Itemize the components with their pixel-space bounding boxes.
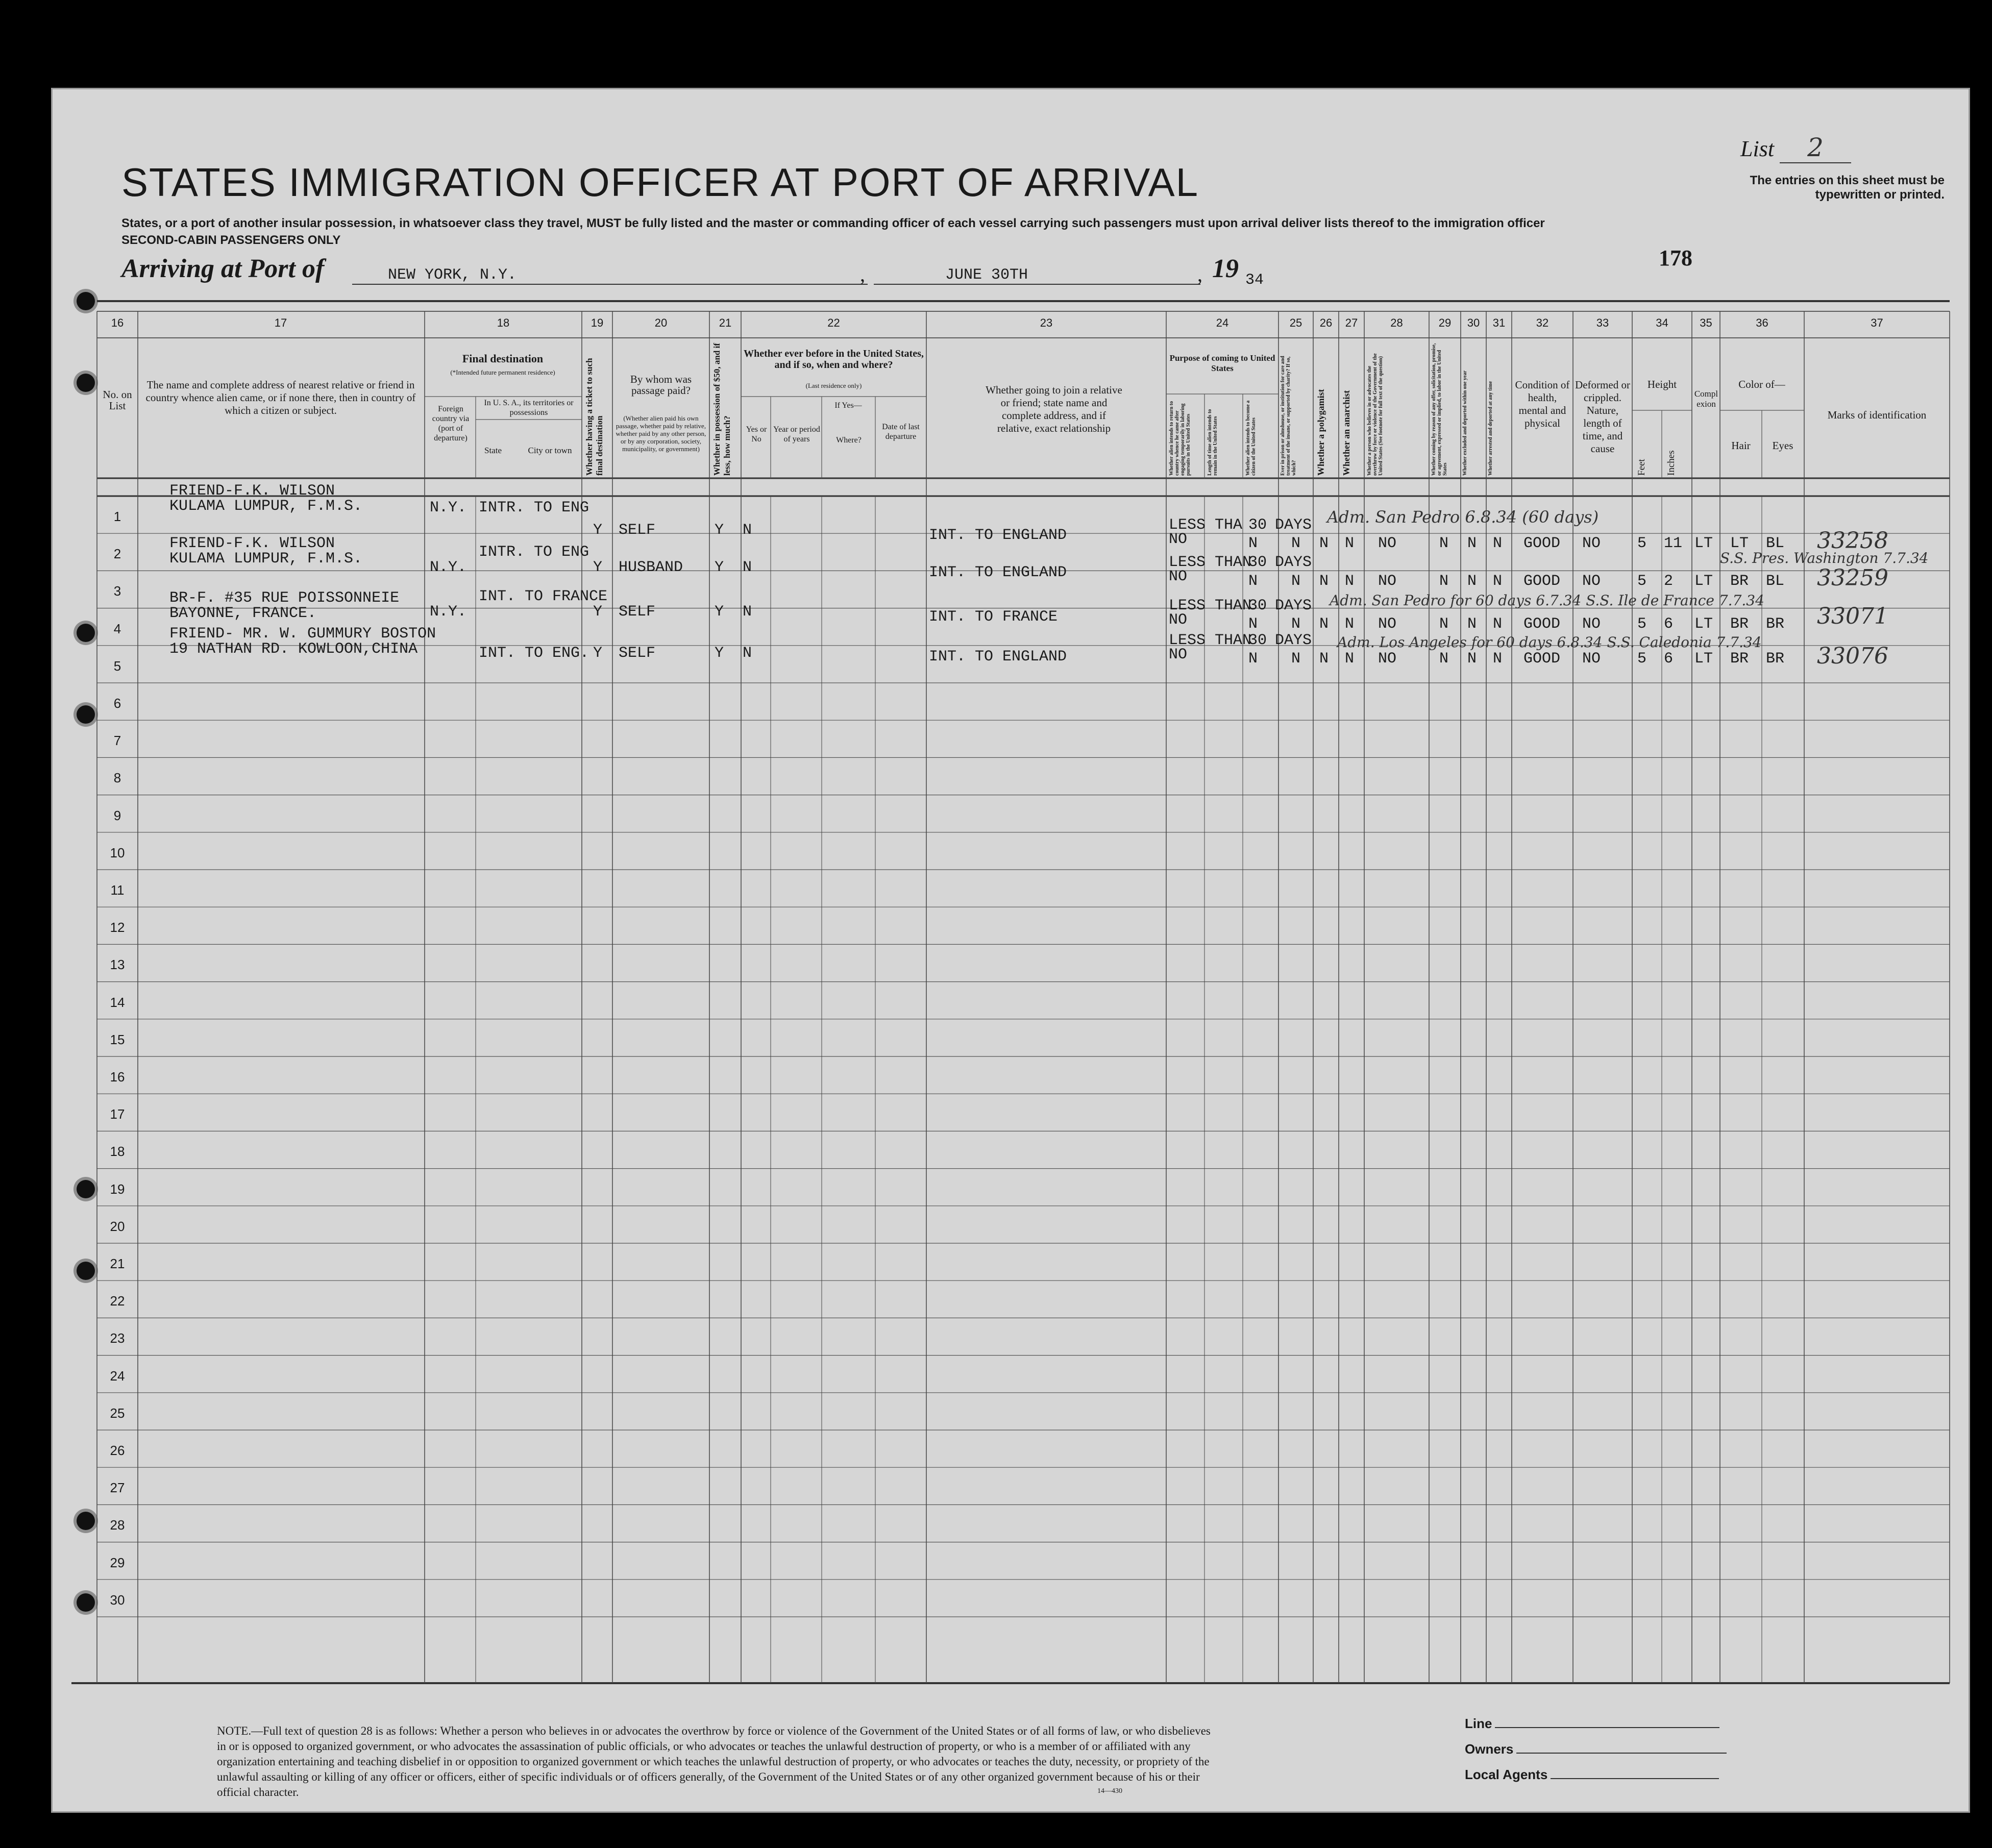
row-number: 9: [113, 807, 121, 823]
row1-hair: LT: [1730, 535, 1749, 552]
row-number: 13: [110, 957, 125, 973]
row4-c29: N: [1439, 650, 1449, 668]
row1-destination: INTR. TO ENG: [479, 499, 589, 516]
row-number: 18: [110, 1144, 125, 1160]
row1-complexion: LT: [1694, 535, 1713, 552]
row2-p3: DAYS: [1275, 554, 1312, 571]
row1-c29: N: [1439, 535, 1449, 552]
row4-p2b: N: [1248, 650, 1258, 668]
row2-feet: 5: [1637, 573, 1647, 590]
row4-hair: BR: [1730, 650, 1749, 668]
row1-relative-line2: KULAMA LUMPUR, F.M.S.: [169, 498, 363, 515]
row3-eyes: BR: [1766, 615, 1785, 633]
col-num-26: 26: [1319, 316, 1333, 329]
arriving-port: NEW YORK, N.Y.: [352, 266, 868, 285]
row4-eyes: BR: [1766, 650, 1785, 668]
row1-p2: 30: [1248, 516, 1267, 534]
year-prefix: 19: [1212, 254, 1239, 283]
row-number: 15: [110, 1031, 125, 1047]
row4-c28: NO: [1378, 650, 1397, 668]
col-num-29: 29: [1438, 316, 1452, 329]
row3-p3b: N: [1291, 615, 1301, 633]
row3-relative-line1: BR-F. #35 RUE POISSONNEIE: [169, 589, 400, 607]
row1-p2b: N: [1248, 535, 1258, 552]
header-passage-paid: By whom was passage paid?: [630, 373, 692, 397]
header-nearest-relative: The name and complete address of nearest relative or friend in country whence alien came, or if none there, then in country of which a citizen or subject.: [145, 379, 416, 416]
row-number: 2: [113, 546, 121, 562]
col-num-25: 25: [1289, 316, 1302, 329]
row1-c27: N: [1345, 535, 1355, 552]
row3-p2: 30: [1248, 597, 1267, 614]
header-in-usa: In U. S. A., its territories or possessions: [484, 399, 574, 417]
row4-p3: DAYS: [1275, 632, 1312, 649]
row2-hair: BR: [1730, 573, 1749, 590]
row3-feet: 5: [1637, 615, 1647, 633]
year-suffix: 34: [1245, 272, 1264, 289]
row1-deformed: NO: [1582, 535, 1601, 552]
row4-deformed: NO: [1582, 650, 1601, 668]
row4-p2: 30: [1248, 632, 1267, 649]
arriving-label: Arriving at Port of: [121, 254, 325, 283]
row1-c30: N: [1467, 535, 1477, 552]
header-year-period: Year or period of years: [773, 425, 820, 443]
row-number: 3: [113, 583, 121, 599]
col-num-21: 21: [719, 316, 732, 329]
row-number: 30: [110, 1592, 125, 1608]
row4-c27: N: [1345, 650, 1355, 668]
header-purpose: Purpose of coming to United States: [1169, 353, 1275, 373]
row4-health: GOOD: [1523, 650, 1561, 668]
row1-p1b: NO: [1169, 531, 1188, 548]
row3-ever: N: [743, 603, 752, 621]
row3-paid: SELF: [619, 603, 656, 621]
row1-relative-line1: FRIEND-F.K. WILSON: [169, 482, 335, 500]
row-number: 22: [110, 1293, 125, 1309]
row3-deformed: NO: [1582, 615, 1601, 633]
row-number: 7: [113, 733, 121, 749]
row-number: 25: [110, 1405, 125, 1421]
row1-ever: N: [743, 522, 752, 539]
header-purpose-b: Length of time alien intends to remain in the United States: [1207, 409, 1218, 476]
row1-inches: 11: [1664, 535, 1683, 552]
footer-agents-label: Local Agents: [1465, 1767, 1719, 1783]
row2-c31: N: [1493, 573, 1503, 590]
col-num-33: 33: [1596, 316, 1609, 329]
header-foreign-country: Foreign country via (port of departure): [432, 405, 470, 442]
row-number: 28: [110, 1517, 125, 1533]
col-num-18: 18: [497, 316, 510, 329]
row4-inches: 6: [1664, 650, 1674, 668]
header-yes-no: Yes or No: [746, 425, 767, 443]
row1-p3b: N: [1291, 535, 1301, 552]
row2-paid: HUSBAND: [619, 559, 683, 576]
row1-p3: DAYS: [1275, 516, 1312, 534]
footer-note: NOTE.—Full text of question 28 is as follows: Whether a person who believes in or advocates the overthrow by force or violence of the Government of the United States or of all forms of law, or who disbelieves in or is opposed to organized government, or who advocates the assassination of public officials, or who advocates or teaches the unlawful destruction of property, or who is a member of or affiliated with any organization entertaining and teaching disbelief in or opposition to organized government or which teaches the unlawful destruction of property, or who advocates or teaches the duty, necessity, or propriety of the unlawful assaulting or killing of any officer or officers, either of specific individuals or of officers generally, of the Government of the United States or of any other organized government because of his or their official character.: [217, 1724, 1211, 1798]
row2-relative-line1: FRIEND-F.K. WILSON: [169, 535, 335, 552]
row-number: 10: [110, 845, 125, 860]
table-grid: [51, 88, 1970, 1813]
row2-inches: 2: [1664, 573, 1674, 590]
header-possession-50: Whether in possession of $50, and if less, how much?: [712, 343, 732, 476]
header-height: Height: [1647, 378, 1677, 390]
comma: ,: [860, 263, 865, 286]
row2-c29: N: [1439, 573, 1449, 590]
row2-p2: 30: [1248, 554, 1267, 571]
header-ticket: Whether having a ticket to such final destination: [584, 358, 604, 476]
row2-p50: Y: [715, 559, 724, 576]
col-num-19: 19: [591, 316, 604, 329]
row1-eyes: BL: [1766, 535, 1785, 552]
col-num-20: 20: [654, 316, 668, 329]
row4-paid: SELF: [619, 645, 656, 662]
row2-join: INT. TO ENGLAND: [929, 564, 1067, 581]
row4-p3b: N: [1291, 650, 1301, 668]
row4-feet: 5: [1637, 650, 1647, 668]
row-number: 19: [110, 1181, 125, 1197]
header-ever-before: Whether ever before in the United States, and if so, when and where?: [744, 348, 924, 371]
header-polygamist: Whether a polygamist: [1316, 389, 1326, 476]
row4-marks: 33076: [1817, 643, 1888, 669]
col-num-22: 22: [827, 316, 840, 329]
row4-p50: Y: [715, 645, 724, 662]
row1-feet: 5: [1637, 535, 1647, 552]
col-num-30: 30: [1467, 316, 1480, 329]
row-number: 23: [110, 1330, 125, 1346]
col-num-23: 23: [1040, 316, 1053, 329]
row1-marks: 33258: [1817, 528, 1888, 554]
row1-c31: N: [1493, 535, 1503, 552]
row-number: 27: [110, 1480, 125, 1496]
row-number: 11: [110, 882, 125, 898]
header-complexion: Complexion: [1694, 389, 1718, 409]
header-health: Condition of health, mental and physical: [1515, 379, 1570, 429]
header-q31: Whether arrested and deported at any time: [1488, 381, 1493, 476]
col-num-31: 31: [1492, 316, 1506, 329]
row-number: 16: [110, 1069, 125, 1085]
row-number: 20: [110, 1218, 125, 1234]
cabin-class: SECOND-CABIN PASSENGERS ONLY: [121, 233, 341, 247]
sheet-stamp: 178: [1659, 245, 1692, 270]
row2-c28: NO: [1378, 573, 1397, 590]
row-number: 14: [110, 994, 125, 1010]
row2-via: N.Y.: [430, 559, 467, 576]
row3-via: N.Y.: [430, 603, 467, 621]
row3-p3: DAYS: [1275, 597, 1312, 614]
footer-line-label: Line: [1465, 1716, 1719, 1732]
header-hair: Hair: [1731, 439, 1751, 452]
row1-handwritten-note: Adm. San Pedro 6.8.34 (60 days): [1327, 507, 1599, 527]
row2-eyes: BL: [1766, 573, 1785, 590]
row1-health: GOOD: [1523, 535, 1561, 552]
header-where: Where?: [836, 436, 862, 445]
row1-p50: Y: [715, 522, 724, 539]
row4-p1: LESS THAN: [1169, 632, 1252, 649]
subtitle: States, or a port of another insular possession, in whatsoever class they travel, MUST be fully listed and the master or commanding officer of each vessel carrying such passengers must upon arrival deliver lists thereof to the immigration officer: [121, 216, 1545, 230]
col-num-32: 32: [1536, 316, 1549, 329]
row4-ever: N: [743, 645, 752, 662]
row3-join: INT. TO FRANCE: [929, 608, 1058, 626]
header-inches: Inches: [1666, 450, 1677, 476]
row3-c26: N: [1319, 615, 1329, 633]
row-number: 6: [113, 696, 121, 711]
header-purpose-a: Whether alien intends to return to country whence he came after engaging temporarily in laboring pursuits in the United States: [1169, 401, 1191, 476]
header-q29: Whether coming by reason of any offer, solicitation, promise, or agreement, expressed or implied, to labor in the United States: [1431, 343, 1448, 476]
row2-c26: N: [1319, 573, 1329, 590]
row-number: 12: [110, 920, 125, 935]
row1-ticket: Y: [593, 522, 603, 539]
row-number: 29: [110, 1555, 125, 1570]
row1-join: INT. TO ENGLAND: [929, 527, 1067, 544]
row4-destination: INT. TO ENG.: [479, 645, 589, 662]
header-passage-note: (Whether alien paid his own passage, whether paid by relative, whether paid by any other person, or by any corporation, society, municipality, or government): [616, 414, 706, 453]
row-number: 1: [113, 509, 121, 524]
row2-marks: 33259: [1817, 565, 1888, 591]
row1-paid: SELF: [619, 522, 656, 539]
row3-p1b: NO: [1169, 611, 1188, 629]
comma: ,: [1197, 263, 1202, 286]
col-num-17: 17: [274, 316, 287, 329]
header-eyes: Eyes: [1772, 439, 1793, 452]
row1-c28: NO: [1378, 535, 1397, 552]
manifest-sheet: [51, 88, 1970, 1813]
col-num-36: 36: [1756, 316, 1768, 329]
row2-destination: INTR. TO ENG: [479, 544, 589, 561]
row4-c26: N: [1319, 650, 1329, 668]
row3-c31: N: [1493, 615, 1503, 633]
row3-c30: N: [1467, 615, 1477, 633]
header-date-departure: Date of last departure: [882, 423, 920, 441]
header-purpose-c: Whether alien intends to become a citizen of the United States: [1245, 400, 1257, 476]
row3-handwritten-note: Adm. San Pedro for 60 days 6.7.34 S.S. Ile de France 7.7.34: [1330, 592, 1764, 609]
row4-relative-line1: FRIEND- MR. W. GUMMURY BOSTON: [169, 625, 436, 643]
header-marks: Marks of identification: [1827, 409, 1927, 421]
row-number: 26: [110, 1443, 125, 1458]
row-number: 8: [113, 770, 121, 786]
row2-complexion: LT: [1694, 573, 1713, 590]
col-num-35: 35: [1700, 316, 1712, 329]
header-join-relative: Whether going to join a relative or friend; state name and complete address, and if relative, exact relationship: [986, 384, 1122, 434]
col-num-16: 16: [111, 316, 124, 329]
header-last-residence: (Last residence only): [805, 382, 862, 389]
row4-p1b: NO: [1169, 646, 1188, 663]
row2-health: GOOD: [1523, 573, 1561, 590]
row-number: 4: [113, 621, 121, 636]
row4-relative-line2: 19 NATHAN RD. KOWLOON,CHINA: [169, 640, 418, 658]
list-label: List 2: [1740, 133, 1851, 163]
col-num-34: 34: [1656, 316, 1668, 329]
row3-complexion: LT: [1694, 615, 1713, 633]
row2-p3b: N: [1291, 573, 1301, 590]
list-note: The entries on this sheet must be typewritten or printed.: [1750, 174, 1945, 202]
row3-c27: N: [1345, 615, 1355, 633]
row2-p1b: NO: [1169, 568, 1188, 585]
row3-marks: 33071: [1817, 603, 1888, 629]
row4-c30: N: [1467, 650, 1477, 668]
row2-relative-line2: KULAMA LUMPUR, F.M.S.: [169, 550, 363, 568]
arriving-date: JUNE 30TH: [874, 266, 1200, 285]
row3-c28: NO: [1378, 615, 1397, 633]
header-final-destination-sub: (*Intended future permanent residence): [450, 368, 555, 376]
row2-ticket: Y: [593, 559, 603, 576]
row3-p1: LESS THAN: [1169, 597, 1252, 614]
header-q28: Whether a person who believes in or advocates the overthrow by force or violence of the Government of the United States (See footnote for full text of the question): [1367, 353, 1384, 476]
row3-ticket: Y: [593, 603, 603, 621]
row2-c30: N: [1467, 573, 1477, 590]
row2-ever: N: [743, 559, 752, 576]
row-number: 21: [110, 1256, 125, 1271]
row2-c27: N: [1345, 573, 1355, 590]
header-prison: Ever in prison or almshouse, or institution for care and treatment of the insane, or supported by charity? If so, which?: [1280, 356, 1297, 476]
col-num-24: 24: [1216, 316, 1229, 329]
row3-hair: BR: [1730, 615, 1749, 633]
row2-p2b: N: [1248, 573, 1258, 590]
header-q30: Whether excluded and deported within one year: [1462, 371, 1468, 476]
page-title: STATES IMMIGRATION OFFICER AT PORT OF ARRIVAL: [121, 160, 1199, 205]
header-deformed: Deformed or crippled. Nature, length of time, and cause: [1575, 379, 1630, 455]
col-num-28: 28: [1390, 316, 1403, 329]
row4-handwritten-note: Adm. Los Angeles for 60 days 6.8.34 S.S. Caledonia 7.7.34: [1337, 634, 1762, 651]
header-no-on-list: No. on List: [103, 388, 132, 412]
header-feet: Feet: [1636, 459, 1647, 476]
row3-inches: 6: [1664, 615, 1674, 633]
row3-relative-line2: BAYONNE, FRANCE.: [169, 605, 317, 622]
row2-handwritten-note: S.S. Pres. Washington 7.7.34: [1720, 550, 1929, 566]
header-color-of: Color of—: [1738, 378, 1785, 390]
row3-p50: Y: [715, 603, 724, 621]
header-if-yes: If Yes—: [834, 401, 862, 410]
header-final-destination: Final destination: [462, 352, 544, 365]
row3-c29: N: [1439, 615, 1449, 633]
list-number: 2: [1780, 133, 1851, 163]
header-city: City or town: [528, 446, 572, 455]
row3-destination: INT. TO FRANCE: [479, 588, 608, 605]
row1-c26: N: [1319, 535, 1329, 552]
header-state: State: [484, 446, 502, 455]
row3-p2b: N: [1248, 615, 1258, 633]
row4-complexion: LT: [1694, 650, 1713, 668]
row2-deformed: NO: [1582, 573, 1601, 590]
col-num-37: 37: [1871, 316, 1883, 329]
row1-via: N.Y.: [430, 499, 467, 516]
col-num-27: 27: [1345, 316, 1358, 329]
row-number: 17: [110, 1106, 125, 1122]
form-number: 14—430: [1097, 1787, 1122, 1795]
row4-ticket: Y: [593, 645, 603, 662]
row1-p1: LESS THA: [1169, 516, 1243, 534]
row3-health: GOOD: [1523, 615, 1561, 633]
row4-c31: N: [1493, 650, 1503, 668]
footer-owners-label: Owners: [1465, 1741, 1727, 1757]
row2-p1: LESS THAN: [1169, 554, 1252, 571]
row-number: 5: [113, 658, 121, 674]
row-number: 24: [110, 1368, 125, 1384]
header-anarchist: Whether an anarchist: [1341, 390, 1351, 476]
row4-join: INT. TO ENGLAND: [929, 648, 1067, 666]
